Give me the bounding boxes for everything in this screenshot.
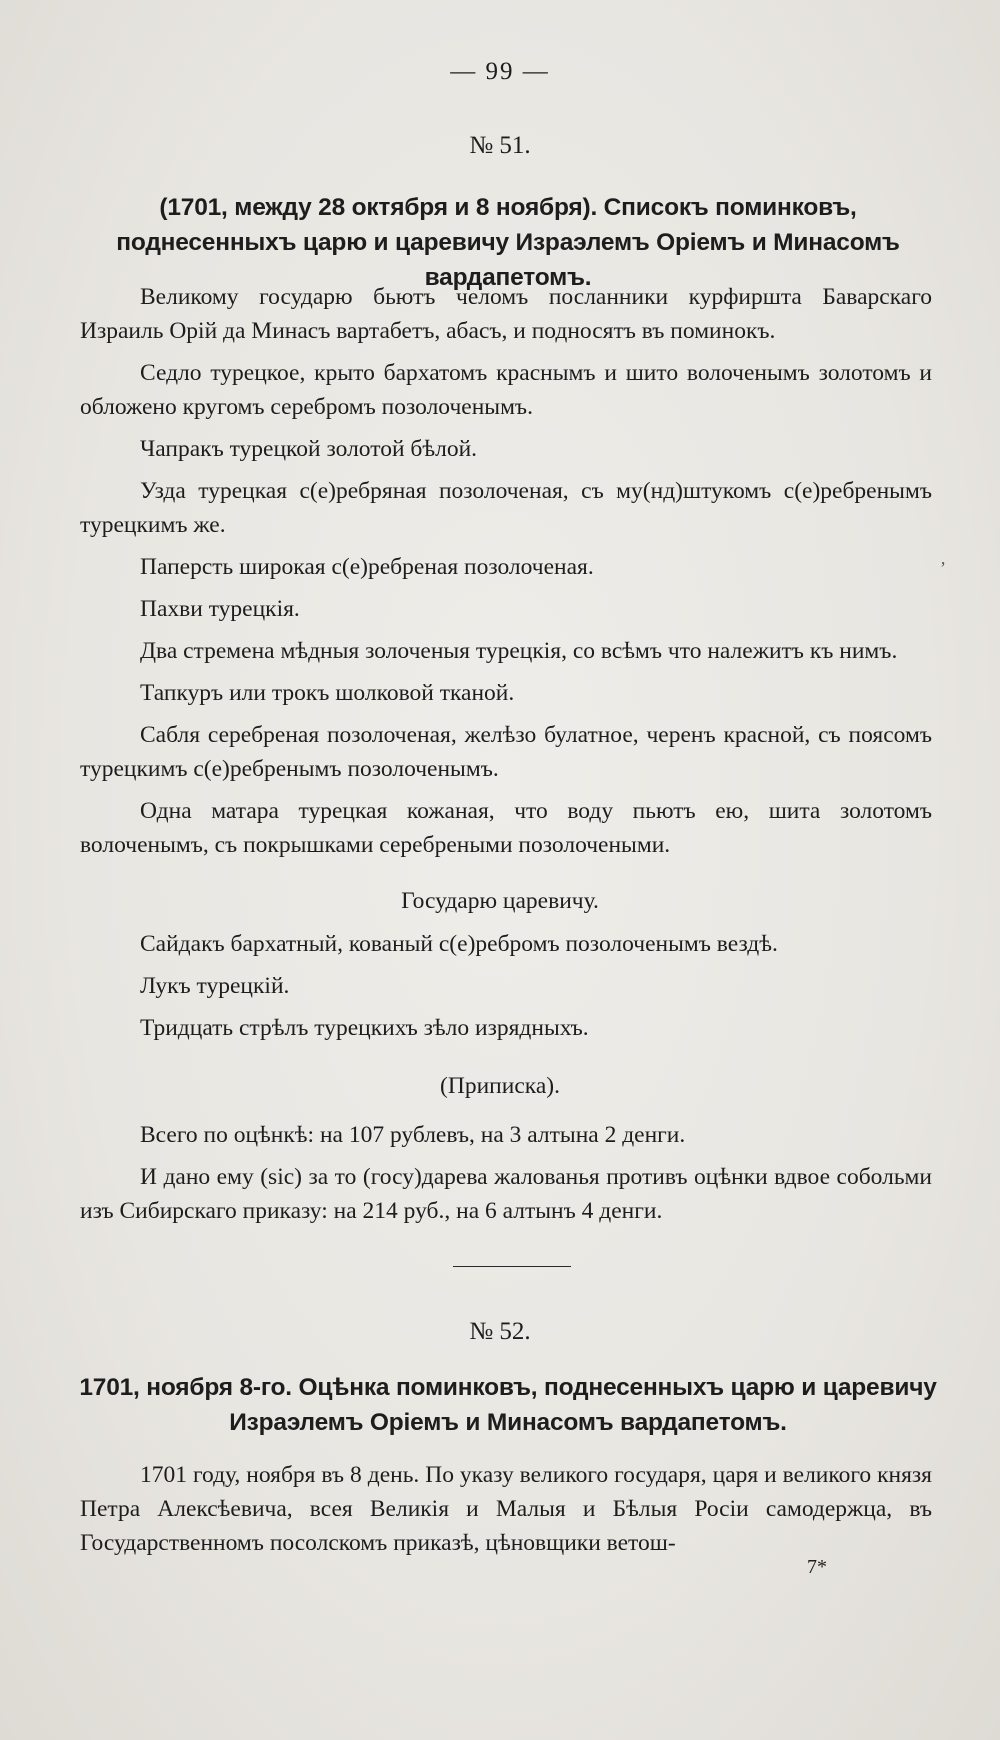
postscript-body bbox=[80, 1118, 932, 1228]
document-heading-51: (1701, между 28 октября и 8 ноября). Списокъ поминковъ, поднесенныхъ царю и царевичу Израэлемъ Оріемъ и Минасомъ вардапетомъ. bbox=[116, 194, 900, 291]
margin-mark: ‚ bbox=[940, 548, 946, 568]
list-item: Тридцать стрѣлъ турецкихъ зѣло изрядныхъ. bbox=[140, 1015, 589, 1041]
postscript-total: Всего по оцѣнкѣ: на 107 рублевъ, на 3 алтына 2 денги. bbox=[140, 1122, 686, 1148]
list-item: Одна матара турецкая кожаная, что воду пьютъ ею, шита золотомъ волоченымъ, съ покрышками серебреными позолочеными. bbox=[80, 798, 932, 858]
list-item: Сайдакъ бархатный, кованый с(е)ребромъ позолоченымъ вездѣ. bbox=[140, 931, 778, 957]
list-item: Седло турецкое, крыто бархатомъ краснымъ и шито волоченымъ золотомъ и обложено кругомъ серебромъ позолоченымъ. bbox=[80, 360, 932, 420]
postscript-payment: И дано ему (sic) за то (госу)дарева жалованья противъ оцѣнки вдвое собольми изъ Сибирскаго приказу: на 214 руб., на 6 алтынъ 4 денги. bbox=[80, 1164, 932, 1224]
section-heading-postscript: (Приписка). bbox=[440, 1073, 560, 1099]
list-item: Тапкуръ или трокъ шолковой тканой. bbox=[140, 680, 515, 706]
signature-mark: 7* bbox=[807, 1556, 827, 1578]
section-divider bbox=[453, 1266, 571, 1267]
body-paragraph: 1701 году, ноября въ 8 день. По указу великого государя, царя и великого князя Петра Алексѣевича, всея Великія и Малыя и Бѣлыя Росіи самодержца, въ Государственномъ посолскомъ приказѣ, цѣновщики ветош- bbox=[80, 1462, 932, 1556]
document-number-52: № 52. bbox=[469, 1318, 531, 1345]
list-item: Лукъ турецкiй. bbox=[140, 973, 290, 999]
list-item: Узда турецкая с(е)ребряная позолоченая, съ му(нд)штукомъ с(е)ребренымъ турецкимъ же. bbox=[80, 478, 932, 538]
document-number-51: № 51. bbox=[469, 132, 531, 159]
tsarevich-items bbox=[80, 927, 932, 1045]
list-item: Паперсть широкая с(е)ребреная позолоченая. bbox=[140, 554, 594, 580]
section-heading-tsarevich: Государю царевичу. bbox=[401, 888, 599, 914]
document-body-51 bbox=[80, 280, 932, 862]
page-number: — 99 — bbox=[450, 58, 550, 85]
list-item: Чапракъ турецкой золотой бѣлой. bbox=[140, 436, 478, 462]
list-item: Сабля серебреная позолоченая, желѣзо булатное, черенъ красной, съ поясомъ турецкимъ с(е)ребренымъ позолоченымъ. bbox=[80, 722, 932, 782]
intro-paragraph: Великому государю бьютъ челомъ посланники курфиршта Баварскаго Израиль Орiй да Минасъ вартабетъ, абасъ, и подносятъ въ поминокъ. bbox=[80, 284, 932, 344]
document-heading-52: 1701, ноября 8-го. Оцѣнка поминковъ, поднесенныхъ царю и царевичу Израэлемъ Оріемъ и Минасомъ вардапетомъ. bbox=[79, 1374, 937, 1436]
document-body-52 bbox=[80, 1458, 932, 1560]
list-item: Пахви турецкія. bbox=[140, 596, 300, 622]
list-item: Два стремена мѣдныя золоченыя турецкія, со всѣмъ что належитъ къ нимъ. bbox=[140, 638, 898, 664]
